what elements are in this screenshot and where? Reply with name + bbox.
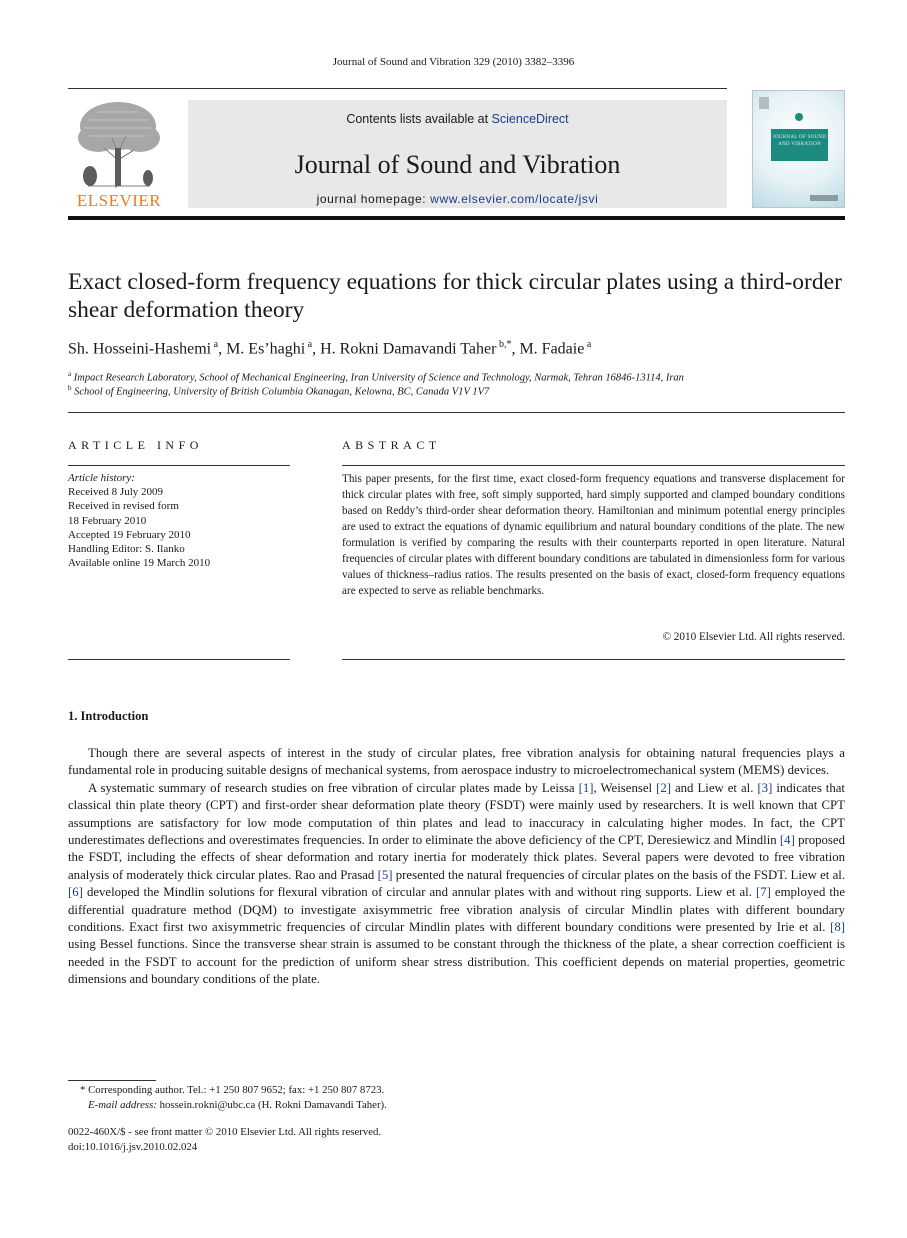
front-matter-line: 0022-460X/$ - see front matter © 2010 Elsevier Ltd. All rights reserved.: [68, 1126, 382, 1138]
paragraph-text: developed the Mindlin solutions for flexural vibration of circular and annular plates with and without ring supports. Liew et al.: [82, 885, 756, 900]
article-info-heading: ARTICLE INFO: [68, 438, 203, 452]
affiliation-a-marker: a: [68, 370, 72, 378]
reference-link[interactable]: [5]: [377, 867, 393, 882]
affiliation-a-text: Impact Research Laboratory, School of Mechanical Engineering, Iran University of Science and Technology, Narmak, Tehran 16846-13114, Iran: [73, 372, 684, 384]
paragraph-text: proposed the FSDT, including the effects of shear deformation and rotary inertia for moderately thick plates. Several papers were devoted to free vibration analysis of moderately thick circular plates. Rao and Prasad: [68, 833, 845, 882]
abstract-text: This paper presents, for the first time, exact closed-form frequency equations and transverse displacement for thick circular plates with free, soft simply supported, hard simply supported and clamped boundary conditions based on Reddy’s third-order shear deformation theory. Hamiltonian and minimum potential energy principles are used to extract the equations of dynamic equilibrium and natural boundary conditions of the plate. The new formulation is verified by comparing the results with their counterparts reported in open literature. Natural frequencies of circular plates with different boundary conditions are tabulated in dimensionless form for various values of thickness–radius ratios. The results presented on the basis of exact, closed-form frequency equations are expected to serve as reliable benchmarks.: [342, 473, 845, 597]
reference-link[interactable]: [6]: [68, 885, 83, 900]
cover-emblem-icon: [795, 113, 803, 121]
header-divider: [68, 412, 845, 413]
footnote-rule: [68, 1080, 156, 1081]
author-name[interactable]: M. Es’haghi: [226, 340, 306, 358]
author-affiliation-marker: a: [584, 339, 592, 350]
abstract-bottom-rule: [342, 659, 845, 660]
affiliation-b-marker: b: [68, 384, 72, 392]
journal-masthead: [68, 88, 845, 218]
elsevier-tree-icon: [68, 98, 170, 190]
elsevier-wordmark: ELSEVIER: [76, 191, 162, 210]
masthead-top-rule: [68, 88, 727, 89]
author-name[interactable]: Sh. Hosseini-Hashemi: [68, 340, 212, 358]
homepage-line: [188, 192, 727, 206]
abstract-copyright: © 2010 Elsevier Ltd. All rights reserved.: [662, 631, 845, 643]
history-editor: Handling Editor: S. Ilanko: [68, 543, 185, 556]
footnote-corresponding: * Corresponding author. Tel.: +1 250 807 9652; fax: +1 250 807 8723.: [80, 1084, 385, 1096]
author-list: [68, 339, 845, 358]
journal-cover-thumbnail[interactable]: [752, 90, 845, 208]
journal-homepage-link[interactable]: www.elsevier.com/locate/jsvi: [430, 192, 599, 206]
footnote-email: [68, 1099, 845, 1111]
affiliation-a: [68, 370, 845, 384]
contents-prefix: Contents lists available at: [346, 112, 492, 126]
paragraph-text: , Weisensel: [593, 780, 657, 795]
history-label: Article history:: [68, 472, 135, 484]
cover-title-block: [771, 129, 828, 161]
contents-line: [188, 112, 727, 126]
paragraph: [68, 780, 845, 989]
paragraph: [68, 745, 845, 780]
paragraph-text: A systematic summary of research studies on free vibration of circular plates made by Leissa: [88, 780, 579, 795]
email-label: E-mail address:: [88, 1099, 157, 1111]
history-revised-label: Received in revised form: [68, 500, 179, 513]
reference-link[interactable]: [4]: [779, 833, 795, 848]
journal-banner: [188, 100, 727, 208]
author-name[interactable]: H. Rokni Damavandi Taher: [320, 340, 497, 358]
abstract-heading: ABSTRACT: [342, 438, 441, 452]
doi-line[interactable]: doi:10.1016/j.jsv.2010.02.024: [68, 1141, 198, 1153]
author-separator: ,: [511, 340, 520, 358]
author-affiliation-marker: a: [305, 339, 313, 350]
paragraph-text: using Bessel functions. Since the transverse shear strain is assumed to be constant through the thickness of the plate, a shear correction coefficient is needed in the FSDT to account for the prediction of uniform shear stress distribution. This coefficient depends on material properties, geometric dimensions and boundary conditions of the plate.: [68, 937, 845, 987]
paragraph-text: and Liew et al.: [670, 780, 758, 795]
article-history: [68, 471, 290, 570]
history-received: Received 8 July 2009: [68, 486, 164, 499]
affiliation-b-text: School of Engineering, University of British Columbia Okanagan, Kelowna, BC, Canada V1V 1V7: [74, 386, 490, 398]
history-accepted: Accepted 19 February 2010: [68, 528, 191, 541]
author-separator: ,: [218, 340, 227, 358]
masthead-bottom-rule: [68, 216, 845, 220]
journal-name: Journal of Sound and Vibration: [294, 150, 621, 179]
running-head: Journal of Sound and Vibration 329 (2010) 3382–3396: [332, 56, 575, 68]
affiliation-b: [68, 384, 845, 398]
sciencedirect-link[interactable]: ScienceDirect: [491, 112, 569, 126]
reference-link[interactable]: [7]: [755, 885, 771, 900]
author-name[interactable]: M. Fadaie: [519, 340, 585, 358]
article-info-bottom-rule: [68, 659, 290, 660]
section-heading-introduction: 1. Introduction: [68, 709, 149, 723]
elsevier-logo[interactable]: [68, 98, 170, 208]
history-revised-date: 18 February 2010: [68, 514, 147, 527]
paragraph-text: Though there are several aspects of interest in the study of circular plates, free vibration analysis for obtaining natural frequencies plays a fundamental role in producing suitable designs of mechanical systems, from aerospace industry to microelectromechanical system (MEMS) devices.: [68, 746, 845, 778]
abstract-top-rule: [342, 465, 845, 466]
reference-link[interactable]: [1]: [578, 780, 594, 795]
cover-publisher-icon: [759, 97, 769, 109]
reference-link[interactable]: [8]: [830, 920, 845, 935]
paragraph-text: employed the differential quadrature method (DQM) to investigate axisymmetric free vibration analysis of circular Mindlin plates with different boundary conditions. Exact first two axisymmetric frequencies of circular Mindlin plates with different boundary conditions were presented by Irie et al.: [68, 885, 846, 935]
reference-link[interactable]: [3]: [757, 780, 773, 795]
paragraph-text: presented the natural frequencies of circular plates on the basis of the FSDT. Liew et al.: [392, 867, 845, 882]
introduction-body: [68, 745, 845, 989]
cover-footer-logo: [810, 195, 838, 201]
history-online: Available online 19 March 2010: [68, 557, 211, 570]
email-value[interactable]: hossein.rokni@ubc.ca (H. Rokni Damavandi Taher).: [156, 1099, 387, 1111]
author-affiliation-marker: b,*: [496, 339, 512, 350]
reference-link[interactable]: [2]: [656, 780, 671, 795]
author-separator: ,: [312, 340, 321, 358]
homepage-prefix: journal homepage:: [316, 192, 431, 206]
article-title: Exact closed-form frequency equations for thick circular plates using a third-order shear deformation theory: [68, 269, 842, 323]
cover-title-text: JOURNAL OF SOUND AND VIBRATION: [772, 135, 827, 147]
article-info-top-rule: [68, 465, 290, 466]
paragraph-text: indicates that classical thin plate theory (CPT) and first-order shear deformation plate theory (FSDT) were mainly used by researchers. It is well known that CPT assumptions are satisfactory for low mode computation of thin plates and lead to inaccuracy in calculating higher modes. In fact, the CPT underestimates deflections and overestimates frequencies. In order to eliminate the above deficiency of the CPT, Deresiewicz and Mindlin: [68, 780, 845, 848]
author-affiliation-marker: a: [211, 339, 219, 350]
